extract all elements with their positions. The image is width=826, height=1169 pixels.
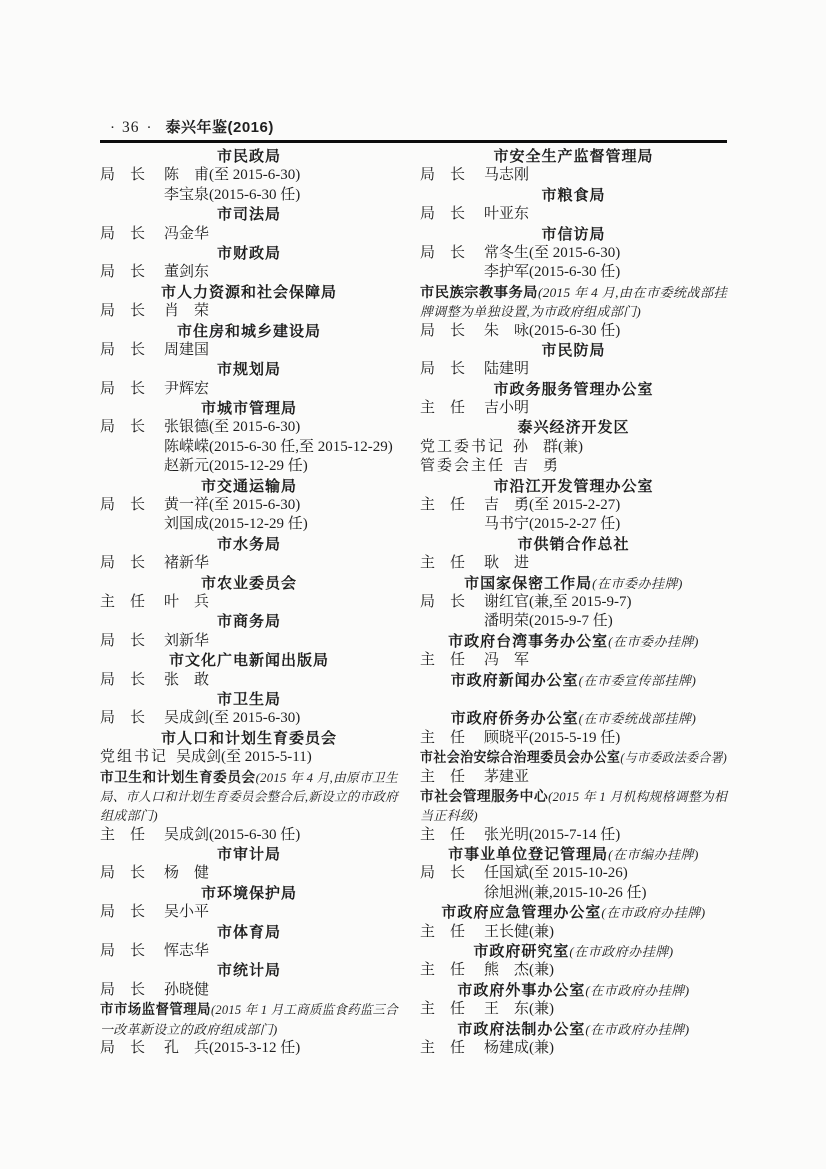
org-heading [420,981,727,1000]
org-paragraph-line [100,1020,398,1039]
header-rule [100,140,727,143]
org-name: 市民防局 [541,341,606,359]
org-heading [100,574,398,593]
role-label: 局 长 [100,341,146,358]
org-heading [420,225,727,244]
org-note: 组成部门) [100,808,158,824]
org-note: (在市委办挂牌) [608,633,699,649]
org-paragraph-line [420,748,727,767]
org-name: 市环境保护局 [200,884,297,902]
org-note: (2015 年 4 月,由在市委统战部挂 [537,284,727,300]
officer-row [100,826,398,845]
role-label: 局 长 [100,419,146,436]
officer-name: 吴成剑(至 2015-6-30) [164,710,301,727]
role-label: 主 任 [420,497,466,514]
dot-separator: · [110,120,115,136]
officer-row [100,593,398,612]
officer-name: 吉 勇(至 2015-2-27) [484,497,621,514]
org-heading [100,884,398,903]
officer-row [100,709,398,728]
org-heading [100,845,398,864]
org-paragraph-line [420,283,727,302]
officer-name: 任国斌(至 2015-10-26) [484,865,628,882]
org-name: 市国家保密工作局 [464,574,593,592]
officer-name: 王 东(兼) [484,1001,554,1018]
officer-name: 杨 健 [164,865,210,882]
officer-row [420,496,727,515]
org-heading [420,477,727,496]
org-name: 市体育局 [216,923,281,941]
org-note: 局、市人口和计划生育委员会整合后,新设立的市政府 [100,788,398,804]
officer-name: 冯金华 [164,225,210,242]
officer-name: 尹辉宏 [164,380,210,397]
org-name: 市民族宗教事务局 [420,283,538,300]
paragraph-text [100,1000,398,1020]
officer-row [420,244,727,263]
org-heading [420,903,727,922]
org-note: 当正科级) [420,808,478,824]
officer-name: 吴小平 [164,904,210,921]
officer-row [100,632,398,651]
role-label: 局 长 [100,981,146,998]
org-name: 市城市管理局 [200,400,297,418]
officer-row [420,768,727,787]
officer-row [100,263,398,282]
org-heading [420,632,727,651]
paragraph-text [420,283,727,303]
org-name: 市卫生局 [216,690,281,708]
role-label: 局 长 [420,865,466,882]
officer-row [100,302,398,321]
paragraph-text [100,806,158,826]
officer-name: 马志刚 [484,167,530,184]
org-name: 市政府研究室 [473,943,570,961]
role-label: 局 长 [420,322,466,339]
org-name: 市商务局 [216,613,281,631]
officer-row [100,671,398,690]
officer-name: 刘新华 [164,632,210,649]
role-label: 局 长 [100,904,146,921]
officer-name: 恽志华 [164,943,210,960]
paragraph-text [420,806,478,826]
paragraph-text [100,787,398,807]
org-name: 市政府新闻办公室 [450,671,579,689]
officer-name: 孔 兵(2015-3-12 任) [164,1039,301,1056]
role-label: 党工委书记 [420,438,506,455]
officer-row [420,923,727,942]
role-label: 主 任 [420,826,466,843]
officer-name: 陈 甫(至 2015-6-30) [164,167,301,184]
org-name: 市沿江开发管理办公室 [493,477,654,495]
officer-name: 叶亚东 [484,206,530,223]
role-label: 局 长 [420,593,466,610]
officer-row [420,1039,727,1058]
officer-row [100,1039,398,1058]
left-column [100,147,398,1058]
org-heading [100,651,398,670]
officer-extra-row [100,515,398,534]
org-name: 市政务服务管理办公室 [493,380,654,398]
officer-extra-row [100,457,398,476]
org-name: 市农业委员会 [200,574,297,592]
officer-row [420,457,727,476]
paragraph-text [100,768,398,788]
officer-name: 李宝泉(2015-6-30 任) [164,186,301,203]
officer-row [420,399,727,418]
officer-row [100,748,398,767]
officer-name: 吉小明 [484,400,530,417]
org-note: 牌调整为单独设置,为市政府组成部门) [420,304,641,320]
right-column [420,147,727,1058]
officer-name: 杨建成(兼) [484,1039,554,1056]
org-note: 一改革新设立的政府组成部门) [100,1021,278,1037]
officer-extra-row [420,515,727,534]
officer-row [420,961,727,980]
org-heading [420,942,727,961]
officer-name: 耿 进 [484,555,530,572]
role-label: 局 长 [100,710,146,727]
org-note: (与市委政法委合署) [620,750,727,766]
officer-name: 周建国 [164,341,210,358]
role-label: 管委会主任 [420,458,506,475]
officer-row [420,864,727,883]
org-heading [420,186,727,205]
org-heading [420,1020,727,1039]
role-label: 主 任 [100,593,146,610]
org-note: (2015 年 1 月机构规格调整为相 [548,788,727,804]
role-label: 局 长 [100,225,146,242]
officer-name: 吴成剑(至 2015-5-11) [176,749,312,766]
org-name: 市社会管理服务中心 [420,787,549,804]
org-heading [100,322,398,341]
officer-name: 孙 群(兼) [513,438,584,455]
role-label: 局 长 [420,167,466,184]
officer-row [100,225,398,244]
role-label: 主 任 [420,555,466,572]
role-label: 主 任 [420,962,466,979]
officer-name: 冯 军 [484,652,530,669]
content-columns [100,147,727,1058]
org-name: 市政府外事办公室 [457,981,586,999]
role-label: 局 长 [100,555,146,572]
org-name: 市安全生产监督管理局 [493,148,654,165]
org-heading [100,923,398,942]
org-heading [100,477,398,496]
officer-name: 顾晓平(2015-5-19 任) [484,729,621,746]
officer-name: 李护军(2015-6-30 任) [484,264,621,281]
role-label: 主 任 [420,1039,466,1056]
org-name: 泰兴经济开发区 [517,419,630,437]
org-paragraph-line [100,1000,398,1019]
role-label: 主 任 [420,729,466,746]
org-name: 市社会治安综合治理委员会办公室 [420,749,621,766]
officer-name: 张 敢 [164,671,210,688]
role-label: 局 长 [100,671,146,688]
officer-name: 陆建明 [484,361,530,378]
officer-row [100,496,398,515]
role-label: 主 任 [420,652,466,669]
org-heading [100,961,398,980]
org-heading [420,574,727,593]
officer-name: 朱 咏(2015-6-30 任) [484,322,621,339]
officer-name: 张光明(2015-7-14 任) [484,826,621,843]
officer-name: 王长健(兼) [484,923,554,940]
role-label: 局 长 [100,167,146,184]
org-heading [420,709,727,728]
org-note: (在市政府办挂牌) [601,905,706,921]
role-label: 局 长 [100,497,146,514]
org-heading [100,147,398,166]
officer-name: 茅建亚 [484,768,530,785]
org-note: (在市委办挂牌) [592,575,683,591]
role-label: 主 任 [420,400,466,417]
role-label: 局 长 [420,206,466,223]
paragraph-text [420,302,641,322]
officer-row [100,981,398,1000]
officer-name: 肖 荣 [164,303,210,320]
org-note: (在市编办挂牌) [608,847,699,863]
officer-row [420,360,727,379]
role-label: 党组书记 [100,749,169,766]
org-name: 市文化广电新闻出版局 [168,652,329,670]
role-label: 局 长 [420,361,466,378]
org-note: (在市政府办挂牌) [569,944,674,960]
role-label: 主 任 [100,826,146,843]
org-heading [420,535,727,554]
org-name: 市事业单位登记管理局 [448,846,609,864]
org-paragraph-line [100,787,398,806]
role-label: 局 长 [420,244,466,261]
officer-name: 孙晓健 [164,981,210,998]
org-heading [100,690,398,709]
officer-row [100,864,398,883]
role-label: 局 长 [100,303,146,320]
officer-row [100,341,398,360]
officer-name: 董剑东 [164,264,210,281]
org-heading [420,845,727,864]
org-heading [100,244,398,263]
org-paragraph-line [420,806,727,825]
running-head [103,116,274,137]
officer-name: 赵新元(2015-12-29 任) [164,458,308,475]
org-paragraph-line [420,302,727,321]
org-heading [100,205,398,224]
officer-row [420,826,727,845]
officer-name: 熊 杰(兼) [484,962,554,979]
officer-name: 叶 兵 [164,593,210,610]
role-label: 局 长 [100,380,146,397]
role-label: 局 长 [100,865,146,882]
org-note: (2015 年 4 月,由原市卫生 [255,769,398,785]
officer-name: 褚新华 [164,555,210,572]
officer-name: 黄一祥(至 2015-6-30) [164,497,301,514]
officer-row [420,166,727,185]
officer-name: 潘明荣(2015-9-7 任) [484,613,613,630]
org-note: (2015 年 1 月工商质监食药监三合 [210,1002,398,1018]
org-name: 市供销合作总社 [517,535,630,553]
org-name: 市民政局 [216,148,281,165]
officer-row [420,205,727,224]
org-heading [100,283,398,302]
org-heading [100,729,398,748]
blank-line [420,690,727,709]
officer-extra-row [100,438,398,457]
org-heading [100,399,398,418]
role-label: 局 长 [100,943,146,960]
officer-row [420,1000,727,1019]
org-heading [420,341,727,360]
book-title: 泰兴年鉴(2016) [165,119,274,136]
org-name: 市财政局 [216,244,281,262]
officer-name: 刘国成(2015-12-29 任) [164,516,308,533]
officer-row [420,322,727,341]
org-paragraph-line [100,768,398,787]
officer-name: 马书宁(2015-2-27 任) [484,516,621,533]
org-name: 市统计局 [216,962,281,980]
officer-row [420,554,727,573]
officer-name: 吴成剑(2015-6-30 任) [164,826,301,843]
org-paragraph-line [100,806,398,825]
officer-name: 张银德(至 2015-6-30) [164,419,301,436]
role-label: 主 任 [420,923,466,940]
role-label: 主 任 [420,768,466,785]
org-name: 市政府法制办公室 [457,1020,586,1038]
org-name: 市交通运输局 [200,477,297,495]
officer-row [100,166,398,185]
org-heading [420,380,727,399]
dot-separator: · [146,120,152,136]
officer-row [420,651,727,670]
org-name: 市规划局 [216,361,281,379]
paragraph-text [420,787,727,807]
org-name: 市政府台湾事务办公室 [448,632,609,650]
officer-row [100,380,398,399]
org-name: 市人口和计划生育委员会 [160,729,337,747]
org-name: 市信访局 [541,225,606,243]
officer-row [420,729,727,748]
org-name: 市人力资源和社会保障局 [160,283,337,301]
org-name: 市市场监督管理局 [100,1001,211,1018]
role-label: 局 长 [100,632,146,649]
page-number: 36 [122,119,140,136]
officer-row [100,554,398,573]
org-heading [100,535,398,554]
officer-name: 常冬生(至 2015-6-30) [484,244,621,261]
org-note: (在市委宣传部挂牌) [578,672,697,688]
org-heading [100,360,398,379]
org-paragraph-line [420,787,727,806]
officer-name: 谢红官(兼,至 2015-9-7) [484,593,632,610]
role-label: 主 任 [420,1001,466,1018]
officer-row [100,942,398,961]
org-note: (在市委统战部挂牌) [578,711,697,727]
org-name: 市政府侨务办公室 [450,710,579,728]
role-label: 局 长 [100,1039,146,1056]
paragraph-text [420,748,727,768]
officer-extra-row [420,263,727,282]
role-label: 局 长 [100,264,146,281]
org-name: 市水务局 [216,535,281,553]
org-note: (在市政府办挂牌) [585,1021,690,1037]
paragraph-text [100,1020,278,1040]
officer-name: 吉 勇 [513,458,559,475]
officer-row [100,418,398,437]
officer-row [420,593,727,612]
org-heading [420,147,727,166]
org-note: (在市政府办挂牌) [585,982,690,998]
org-heading [420,671,727,690]
officer-name: 陈嵘嵘(2015-6-30 任,至 2015-12-29) [164,438,393,455]
org-name: 市卫生和计划生育委员会 [100,768,256,785]
org-heading [100,612,398,631]
officer-extra-row [420,612,727,631]
org-name: 市粮食局 [541,186,606,204]
officer-row [100,903,398,922]
officer-extra-row [420,884,727,903]
officer-name: 徐旭洲(兼,2015-10-26 任) [484,884,647,901]
org-name: 市审计局 [216,846,281,864]
officer-row [420,438,727,457]
org-name: 市政府应急管理办公室 [441,904,602,922]
org-heading [420,418,727,437]
org-name: 市住房和城乡建设局 [176,322,321,340]
officer-extra-row [100,186,398,205]
org-name: 市司法局 [216,206,281,224]
